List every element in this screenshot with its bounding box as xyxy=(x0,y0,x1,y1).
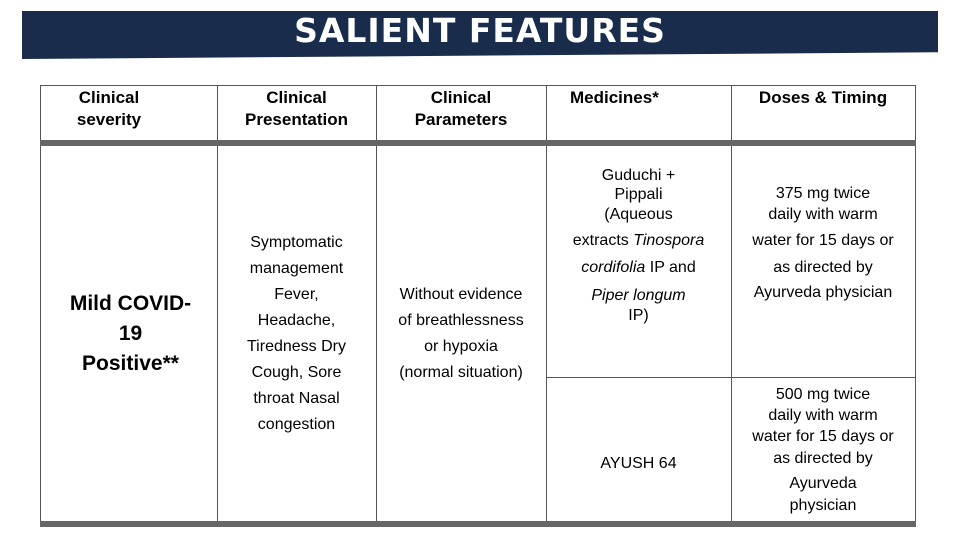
dose-text: 500 mg twice xyxy=(775,386,871,403)
medicine-text: extracts xyxy=(572,232,634,249)
medicine-text: Pippali xyxy=(614,186,663,203)
cell-clinical-parameters xyxy=(376,146,546,521)
header-text: Clinical xyxy=(430,88,492,107)
medicine-text: IP and xyxy=(645,259,696,276)
medicine-text: Guduchi + xyxy=(601,167,676,184)
medicine-latin-name: Tinospora xyxy=(633,232,705,249)
cell-medicine-ayush-64 xyxy=(546,451,731,475)
salient-features-table xyxy=(40,85,916,525)
presentation-text: Cough, Sore xyxy=(251,363,342,381)
grid-line xyxy=(40,85,916,86)
grid-line xyxy=(915,85,916,525)
dose-text: as directed by xyxy=(773,450,873,467)
parameters-text: Without evidence xyxy=(399,285,523,303)
header-text: Medicines* xyxy=(570,88,659,107)
medicine-line xyxy=(573,256,704,280)
severity-text: Positive** xyxy=(82,351,179,375)
presentation-text: Headache, xyxy=(257,311,336,329)
dose-text: 375 mg twice xyxy=(775,185,871,202)
dose-text: water for 15 days or xyxy=(752,232,894,249)
medicine-latin-name: Piper longum xyxy=(591,287,686,304)
dose-text: as directed by xyxy=(773,259,873,276)
dose-text: Ayurveda xyxy=(789,475,857,492)
cell-clinical-presentation xyxy=(217,146,376,521)
presentation-text: throat Nasal xyxy=(253,389,340,407)
presentation-text: Fever, xyxy=(274,285,319,303)
header-doses-timing xyxy=(731,87,915,137)
header-text: Clinical xyxy=(266,88,327,107)
header-medicines xyxy=(546,87,726,137)
dose-text: physician xyxy=(789,497,857,514)
severity-text: 19 xyxy=(118,321,143,345)
severity-text: Mild COVID- xyxy=(69,291,192,315)
cell-clinical-severity xyxy=(40,146,217,521)
medicine-text: (Aqueous xyxy=(604,206,673,223)
medicine-text: IP) xyxy=(628,307,649,324)
medicine-latin-name: cordifolia xyxy=(581,259,646,276)
parameters-text: or hypoxia xyxy=(424,337,498,355)
cell-medicine-guduchi-pippali xyxy=(546,165,731,375)
table-bottom-border xyxy=(40,521,916,527)
dose-text: Ayurveda physician xyxy=(753,284,893,301)
parameters-text: of breathlessness xyxy=(398,311,524,329)
header-clinical-presentation xyxy=(217,87,376,137)
header-text: severity xyxy=(76,110,142,129)
presentation-text: Tiredness Dry xyxy=(247,337,346,355)
header-text: Clinical xyxy=(78,88,140,107)
header-text: Parameters xyxy=(414,110,508,129)
medicine-text: AYUSH 64 xyxy=(600,454,677,472)
parameters-text: (normal situation) xyxy=(399,363,523,381)
dose-text: daily with warm xyxy=(768,206,878,223)
header-text: Doses & Timing xyxy=(758,88,888,107)
cell-dose-ayush-64 xyxy=(731,385,915,520)
presentation-text: congestion xyxy=(257,415,336,433)
header-text: Presentation xyxy=(245,110,348,129)
dose-text: daily with warm xyxy=(768,407,878,424)
page-title: SALIENT FEATURES xyxy=(294,11,666,50)
presentation-text: management xyxy=(249,259,344,277)
cell-dose-guduchi-pippali xyxy=(731,183,915,373)
presentation-text: Symptomatic xyxy=(250,233,343,251)
dose-text: water for 15 days or xyxy=(752,428,894,445)
header-clinical-severity xyxy=(40,87,178,137)
medicine-line xyxy=(573,226,704,256)
header-clinical-parameters xyxy=(376,87,546,137)
grid-line xyxy=(546,377,916,378)
